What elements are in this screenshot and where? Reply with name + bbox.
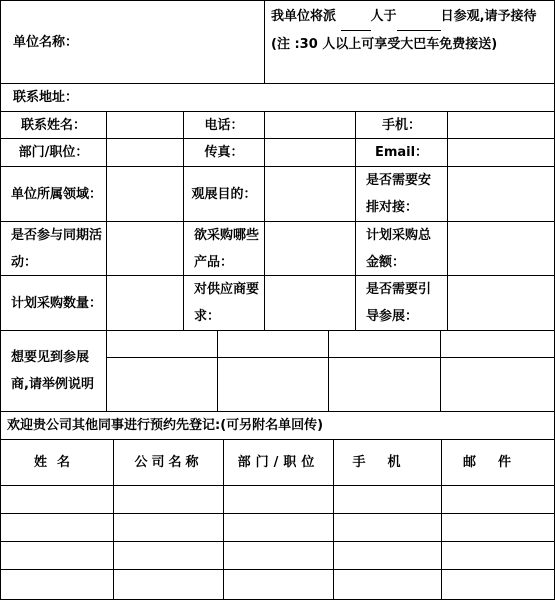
- colleague-row-4-dept-field[interactable]: [223, 569, 334, 600]
- email-label: Email：: [355, 138, 448, 167]
- colleague-row-2-email-field[interactable]: [441, 513, 555, 542]
- concurrent-label: 是否参与同期活动：: [0, 221, 107, 276]
- org-name-label: [0, 0, 265, 84]
- exhibitor-field-2[interactable]: [217, 330, 329, 358]
- arrange-label: 是否需要安排对接：: [355, 166, 448, 222]
- arrange-field[interactable]: [447, 166, 555, 222]
- purpose-field[interactable]: [264, 166, 356, 222]
- colleague-row-3-company-field[interactable]: [113, 541, 224, 570]
- total-amount-field[interactable]: [447, 221, 555, 276]
- col-header-dept: 部门/职位: [223, 439, 334, 486]
- exhibitor-field-5[interactable]: [106, 357, 218, 412]
- colleague-row-3-name-field[interactable]: [0, 541, 114, 570]
- supplier-req-label: 对供应商要求：: [183, 275, 265, 331]
- exhibitor-field-4[interactable]: [440, 330, 555, 358]
- colleague-row-1-email-field[interactable]: [441, 485, 555, 514]
- exhibitors-label: 想要见到参展商,请举例说明: [0, 330, 107, 412]
- want-products-field[interactable]: [264, 221, 356, 276]
- colleague-row-4-mobile-field[interactable]: [333, 569, 442, 600]
- notice-people: 人于: [370, 9, 397, 24]
- colleague-row-4-name-field[interactable]: [0, 569, 114, 600]
- guide-field[interactable]: [447, 275, 555, 331]
- visit-notice: [264, 0, 555, 84]
- industry-label: 单位所属领域：: [0, 166, 107, 222]
- contact-name-field[interactable]: [106, 111, 184, 139]
- exhibitor-field-3[interactable]: [328, 330, 441, 358]
- colleague-row-1-company-field[interactable]: [113, 485, 224, 514]
- col-header-mobile: 手机: [333, 439, 442, 486]
- email-field[interactable]: [447, 138, 555, 167]
- industry-field[interactable]: [106, 166, 184, 222]
- colleague-row-1-dept-field[interactable]: [223, 485, 334, 514]
- visit-date-blank[interactable]: [397, 3, 441, 31]
- notice-date-text: 日参观,请予接待(注 :30 人以上可享受大巴车免费接送): [271, 9, 537, 52]
- guide-label: 是否需要引导参展：: [355, 275, 448, 331]
- total-amount-label: 计划采购总金额：: [355, 221, 448, 276]
- notice-prefix: 我单位将派: [271, 9, 337, 24]
- col-header-email: 邮件: [441, 439, 555, 486]
- colleague-row-2-mobile-field[interactable]: [333, 513, 442, 542]
- col-header-name: 姓名: [0, 439, 114, 486]
- fax-field[interactable]: [264, 138, 356, 167]
- colleague-row-2-company-field[interactable]: [113, 513, 224, 542]
- mobile-label: 手机：: [355, 111, 448, 139]
- colleagues-intro-text: 欢迎贵公司其他同事进行预约先登记:(可另附名单回传): [7, 418, 324, 433]
- address-label: 联系地址：: [13, 90, 79, 105]
- colleague-row-2-name-field[interactable]: [0, 513, 114, 542]
- mobile-field[interactable]: [447, 111, 555, 139]
- colleague-row-3-mobile-field[interactable]: [333, 541, 442, 570]
- phone-label: 电话：: [183, 111, 265, 139]
- address-row[interactable]: [0, 83, 555, 112]
- exhibitor-field-7[interactable]: [328, 357, 441, 412]
- col-header-company: 公司名称: [113, 439, 224, 486]
- colleague-row-4-company-field[interactable]: [113, 569, 224, 600]
- concurrent-field[interactable]: [106, 221, 184, 276]
- org-name-text: 单位名称：: [13, 34, 79, 50]
- plan-qty-label: 计划采购数量：: [0, 275, 107, 331]
- dept-label: 部门/职位：: [0, 138, 107, 167]
- colleague-row-3-email-field[interactable]: [441, 541, 555, 570]
- colleague-row-2-dept-field[interactable]: [223, 513, 334, 542]
- phone-field[interactable]: [264, 111, 356, 139]
- contact-name-label: 联系姓名：: [0, 111, 107, 139]
- colleague-row-1-mobile-field[interactable]: [333, 485, 442, 514]
- exhibitor-field-1[interactable]: [106, 330, 218, 358]
- purpose-label: 观展目的：: [183, 166, 265, 222]
- exhibitor-field-8[interactable]: [440, 357, 555, 412]
- plan-qty-field[interactable]: [106, 275, 184, 331]
- want-products-label: 欲采购哪些产品：: [183, 221, 265, 276]
- dept-field[interactable]: [106, 138, 184, 167]
- fax-label: 传真：: [183, 138, 265, 167]
- exhibitor-field-6[interactable]: [217, 357, 329, 412]
- supplier-req-field[interactable]: [264, 275, 356, 331]
- colleague-row-1-name-field[interactable]: [0, 485, 114, 514]
- colleagues-intro: [0, 411, 555, 440]
- people-count-blank[interactable]: [341, 3, 371, 31]
- colleague-row-4-email-field[interactable]: [441, 569, 555, 600]
- colleague-row-3-dept-field[interactable]: [223, 541, 334, 570]
